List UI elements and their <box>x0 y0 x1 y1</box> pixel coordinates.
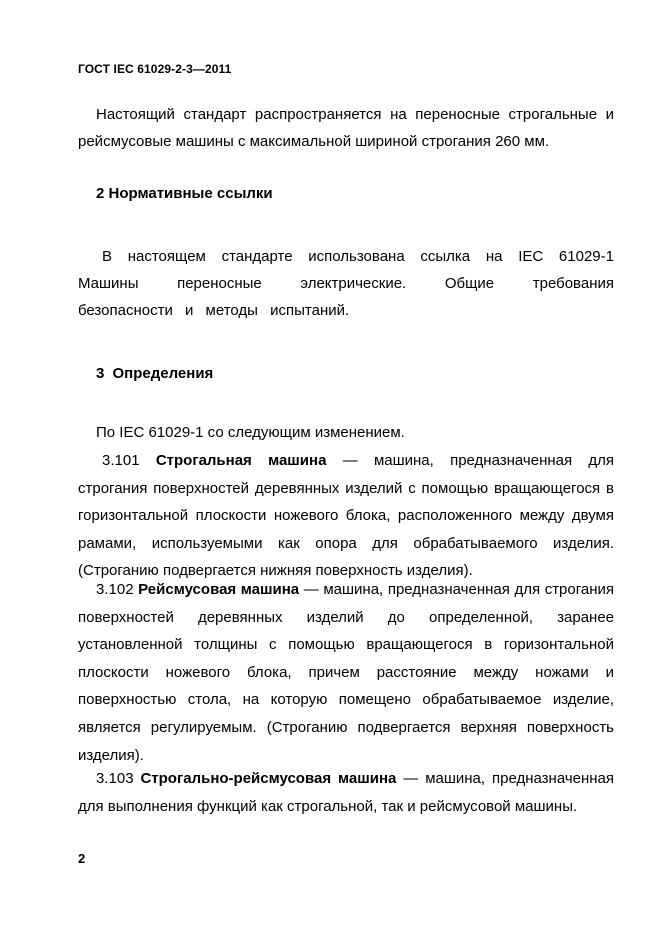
definition-text: — машина, предназначенная для выполнения функций как строгальной, так и рейсмусовой машины. <box>78 770 615 815</box>
section-3-intro: По IEC 61029-1 со следующим изменением. <box>96 424 405 441</box>
definition-3-101 <box>78 447 614 585</box>
definition-3-103 <box>78 765 614 820</box>
section-2-heading: 2 Нормативные ссылки <box>96 185 273 202</box>
definition-term: Строгальная машина <box>155 452 327 469</box>
section-2-text: В настоящем стандарте использована ссылка на IEC 61029-1 Машины переносные электрические. Общие требования безопасности и методы испытаний. <box>78 248 614 319</box>
section-3-heading: 3 Определения <box>96 365 214 382</box>
definition-number: 3.101 <box>102 452 140 469</box>
definition-term: Рейсмусовая машина <box>138 581 300 598</box>
definition-number: 3.102 <box>96 581 134 598</box>
section-2-paragraph <box>78 243 614 324</box>
definition-3-102 <box>78 576 614 769</box>
definition-text: — машина, предназначенная для строгания поверхностей деревянных изделий с помощью вращающегося в горизонтальной плоскости ножевого блока, расположенного между двумя рамами, используемыми как опора для обрабатываемого изделия.(Строганию подвергается нижняя поверхность изделия). <box>78 452 615 580</box>
definition-term: Строгально-рейсмусовая машина <box>140 770 397 787</box>
document-code-header: ГОСТ IEC 61029-2-3—2011 <box>78 62 232 76</box>
definition-text: — машина, предназначенная для строгания поверхностей деревянных изделий до определенной, заранее установленной толщины с помощью вращающегося в горизонтальной плоскости ножевого блока, причем расстояние между ножами и поверхностью стола, на которую помещено обрабатываемое изделие, является регулируемым. (Строганию подвергается верхняя поверхность изделия). <box>78 581 615 764</box>
scope-paragraph: Настоящий стандарт распространяется на переносные строгальные и рейсмусовые машины с максимальной шириной строгания 260 мм. <box>78 106 614 150</box>
page-number: 2 <box>78 851 86 866</box>
definition-number: 3.103 <box>96 770 134 787</box>
